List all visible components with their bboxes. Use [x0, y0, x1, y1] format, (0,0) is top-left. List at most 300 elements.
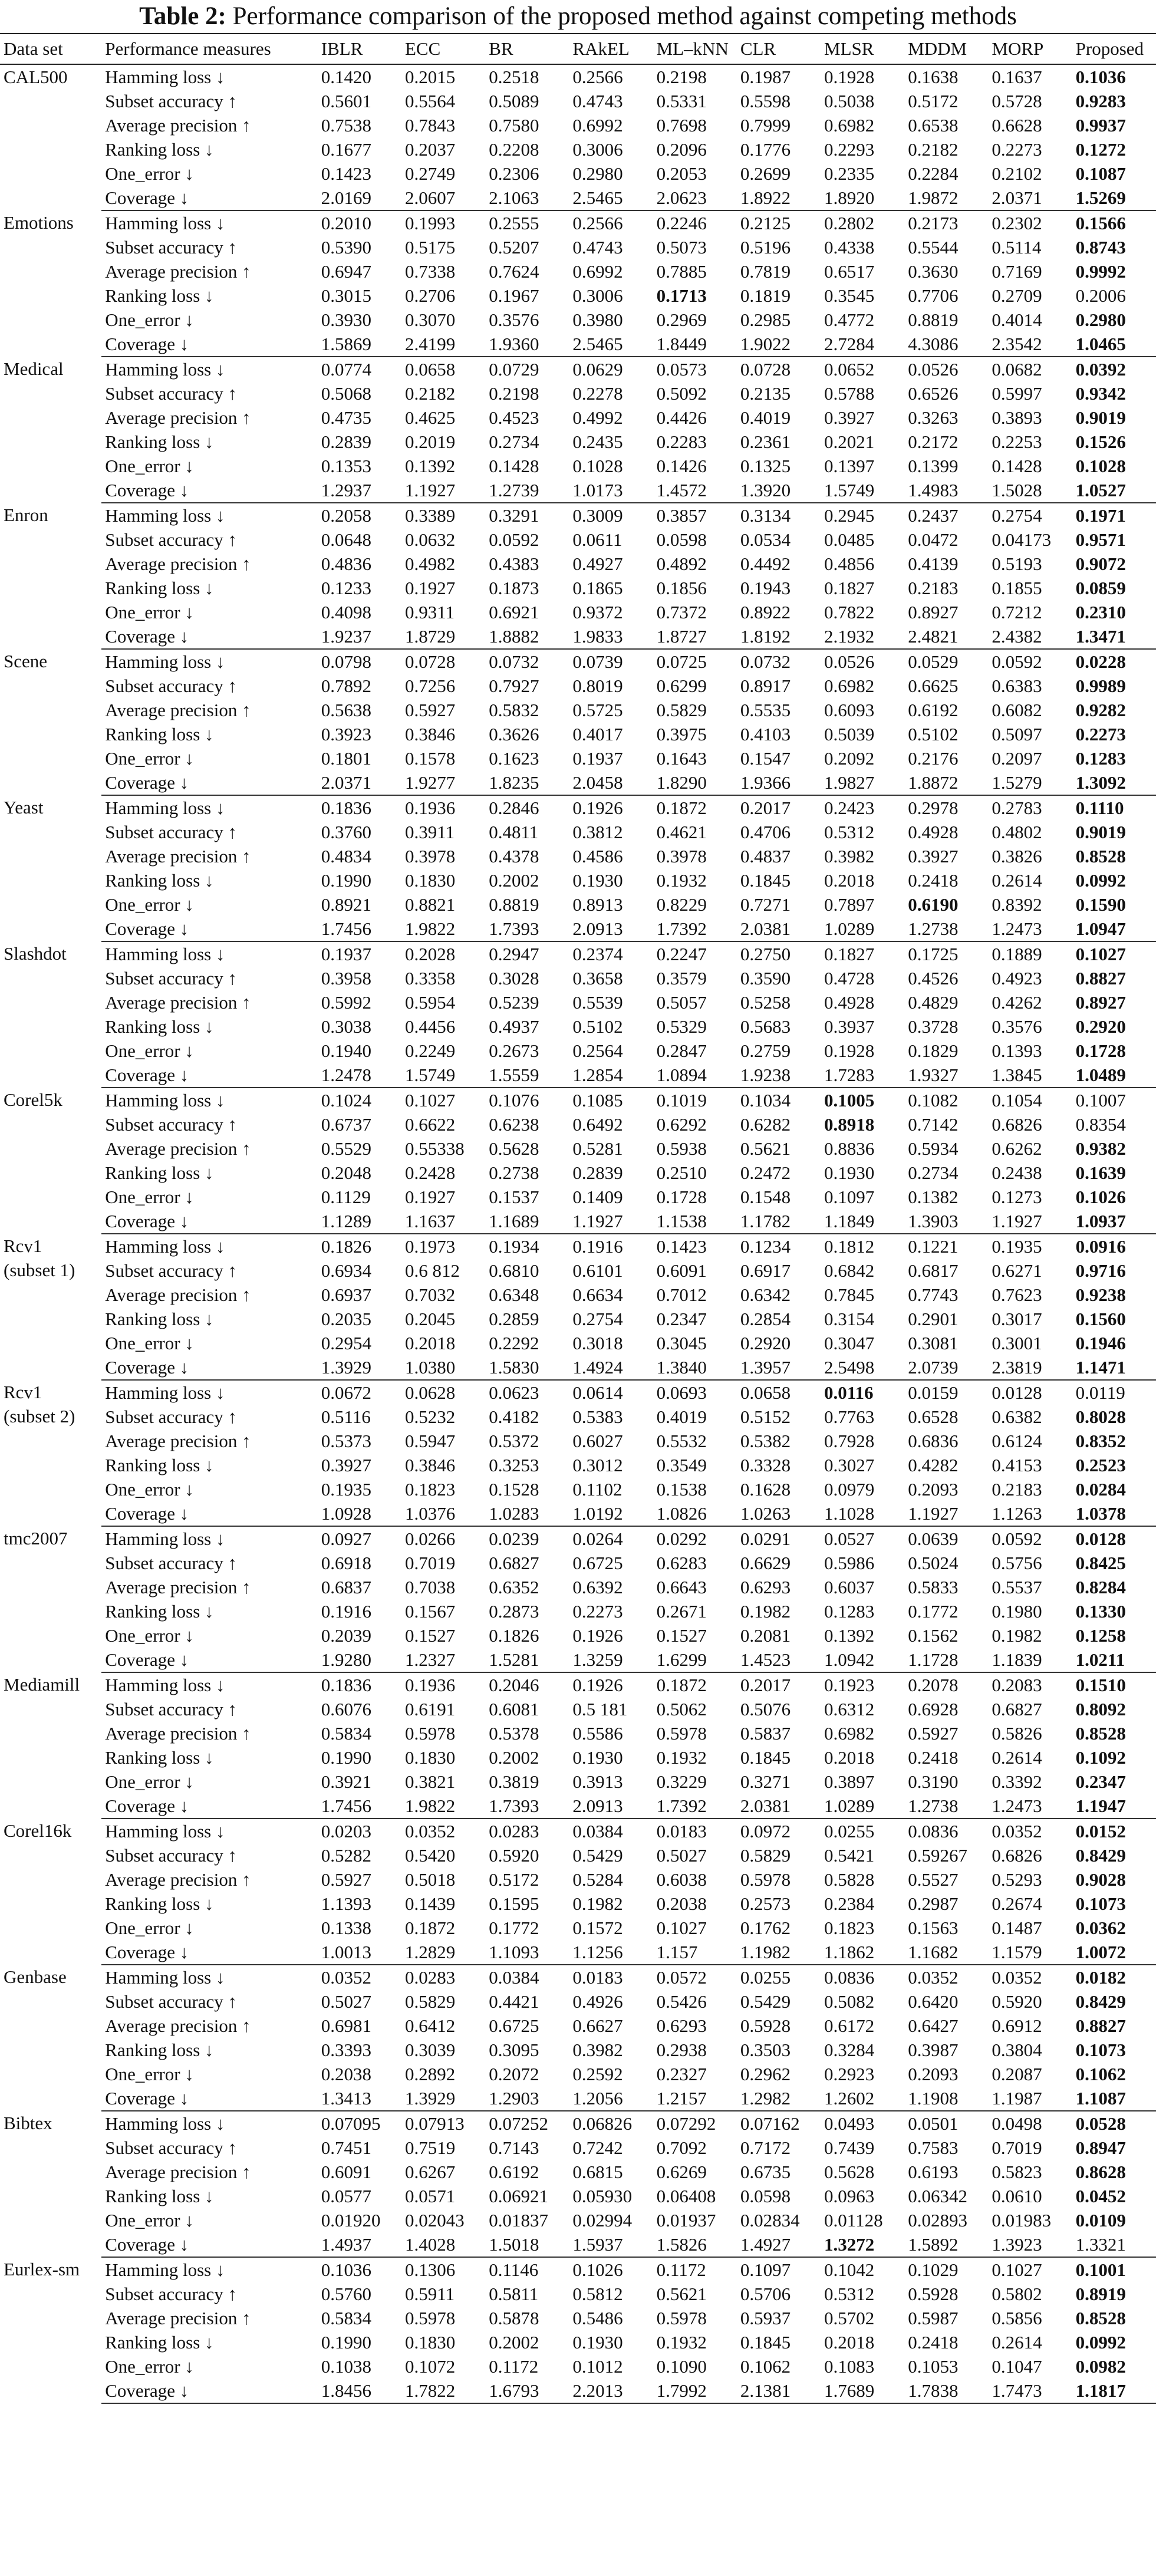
table-row	[0, 1039, 1156, 1063]
measure-name: Ranking loss ↓	[105, 1309, 214, 1329]
value-cell: 0.2038	[321, 2064, 372, 2084]
value-cell: 1.2157	[653, 2086, 737, 2111]
value-cell: 0.6629	[740, 1553, 791, 1573]
value-cell: 0.1258	[1075, 1625, 1126, 1646]
value-cell: 0.4625	[405, 407, 456, 428]
value-cell: 0.1234	[740, 1236, 791, 1257]
value-cell: 0.3893	[992, 407, 1042, 428]
value-cell: 0.3937	[824, 1016, 875, 1037]
value-cell: 0.1639	[1075, 1162, 1126, 1183]
value-cell: 1.0192	[569, 1501, 653, 1526]
value-cell: 0.8092	[1075, 1699, 1126, 1719]
value-cell: 0.0452	[1075, 2186, 1126, 2206]
value-cell: 0.0652	[824, 359, 875, 380]
value-cell: 0.6124	[992, 1431, 1042, 1451]
value-cell: 0.1283	[824, 1601, 875, 1622]
value-cell: 0.0239	[489, 1529, 539, 1549]
value-cell: 2.3542	[988, 332, 1072, 357]
value-cell: 0.5420	[405, 1845, 456, 1866]
value-cell: 0.7819	[740, 261, 791, 282]
table-row	[0, 1088, 1156, 1112]
value-cell: 0.7928	[824, 1431, 875, 1451]
value-cell: 0.0774	[321, 359, 372, 380]
value-cell: 0.5621	[656, 2284, 707, 2304]
value-cell: 1.2903	[485, 2086, 569, 2111]
dataset-name: Scene	[4, 651, 48, 671]
value-cell: 0.1928	[824, 1040, 875, 1061]
value-cell: 0.5172	[489, 1869, 539, 1890]
value-cell: 0.8354	[1075, 1114, 1126, 1135]
value-cell: 0.2614	[992, 1747, 1042, 1768]
value-cell: 0.1012	[572, 2356, 623, 2377]
value-cell: 0.8819	[908, 309, 959, 330]
value-cell: 0.1725	[908, 944, 959, 964]
value-cell: 0.1566	[1075, 213, 1126, 233]
value-cell: 1.0942	[821, 1648, 904, 1672]
measure-name: One_error ↓	[105, 748, 194, 769]
measure-name: Hamming loss ↓	[105, 1967, 225, 1988]
value-cell: 0.4182	[489, 1406, 539, 1427]
value-cell: 0.2183	[992, 1479, 1042, 1500]
value-cell: 0.6037	[824, 1577, 875, 1597]
value-cell: 0.4772	[824, 309, 875, 330]
value-cell: 0.3975	[656, 724, 707, 745]
value-cell: 0.5535	[740, 700, 791, 720]
value-cell: 0.59267	[908, 1845, 967, 1866]
table-row	[0, 1867, 1156, 1892]
value-cell: 0.5927	[405, 700, 456, 720]
measure-name: Ranking loss ↓	[105, 431, 214, 452]
value-cell: 0.6981	[321, 2015, 372, 2036]
value-cell: 1.0263	[737, 1501, 821, 1526]
value-cell: 1.8192	[737, 624, 821, 649]
measure-name: Coverage ↓	[101, 2086, 318, 2111]
table-row	[0, 1307, 1156, 1331]
value-cell: 1.1927	[904, 1501, 988, 1526]
value-cell: 0.7032	[405, 1284, 456, 1305]
measure-name: Ranking loss ↓	[105, 1016, 214, 1037]
value-cell: 0.7538	[321, 115, 372, 136]
value-cell: 0.1677	[321, 139, 372, 160]
value-cell: 0.1283	[1075, 748, 1126, 769]
value-cell: 0.7822	[824, 602, 875, 622]
value-cell: 0.2046	[489, 1675, 539, 1695]
value-cell: 0.3579	[656, 968, 707, 989]
value-cell: 1.1471	[1072, 1355, 1156, 1380]
measure-name: Coverage ↓	[101, 2232, 318, 2257]
value-cell: 0.1836	[321, 798, 372, 818]
value-cell: 0.1826	[489, 1625, 539, 1646]
table-row	[0, 1721, 1156, 1745]
table-row	[0, 1575, 1156, 1599]
value-cell: 0.0598	[740, 2186, 791, 2206]
value-cell: 0.0572	[656, 1967, 707, 1988]
value-cell: 1.1849	[821, 1209, 904, 1234]
value-cell: 0.2015	[405, 67, 456, 87]
value-cell: 0.6383	[992, 676, 1042, 696]
value-cell: 1.0928	[318, 1501, 401, 1526]
table-row	[0, 770, 1156, 795]
value-cell: 0.1042	[824, 2259, 875, 2280]
value-cell: 0.7999	[740, 115, 791, 136]
value-cell: 0.1728	[656, 1187, 707, 1207]
value-cell: 1.1263	[988, 1501, 1072, 1526]
value-cell: 0.4098	[321, 602, 372, 622]
value-cell: 0.2002	[489, 870, 539, 891]
value-cell: 1.7689	[821, 2379, 904, 2403]
value-cell: 0.2892	[405, 2064, 456, 2084]
value-cell: 1.7456	[318, 1794, 401, 1819]
value-cell: 0.5954	[405, 992, 456, 1013]
value-cell: 0.1439	[405, 1893, 456, 1914]
value-cell: 0.6992	[572, 115, 623, 136]
value-cell: 0.3821	[405, 1771, 456, 1792]
value-cell: 0.9019	[1075, 407, 1126, 428]
value-cell: 0.1172	[489, 2356, 539, 2377]
value-cell: 0.1146	[489, 2259, 539, 2280]
measure-name: Subset accuracy ↑	[105, 529, 238, 550]
value-cell: 0.2018	[824, 2332, 875, 2353]
table-row	[0, 64, 1156, 89]
value-cell: 0.5421	[824, 1845, 875, 1866]
value-cell: 0.5911	[405, 2284, 455, 2304]
value-cell: 1.1839	[988, 1648, 1072, 1672]
value-cell: 0.1926	[572, 1625, 623, 1646]
value-cell: 0.0283	[405, 1967, 456, 1988]
value-cell: 1.1682	[904, 1940, 988, 1965]
value-cell: 0.6815	[572, 2162, 623, 2182]
value-cell: 0.1578	[405, 748, 456, 769]
value-cell: 0.07913	[405, 2113, 465, 2134]
value-cell: 0.1510	[1075, 1675, 1126, 1695]
value-cell: 0.0979	[824, 1479, 875, 1500]
value-cell: 0.8425	[1075, 1553, 1126, 1573]
value-cell: 1.0937	[1072, 1209, 1156, 1234]
table-row	[0, 2062, 1156, 2086]
value-cell: 0.1062	[740, 2356, 791, 2377]
value-cell: 0.0352	[405, 1821, 456, 1842]
value-cell: 0.0128	[992, 1382, 1042, 1403]
measure-name: One_error ↓	[105, 2356, 194, 2377]
value-cell: 0.1923	[824, 1675, 875, 1695]
value-cell: 1.5749	[821, 478, 904, 503]
value-cell: 0.2954	[321, 1333, 372, 1353]
value-cell: 0.1935	[992, 1236, 1042, 1257]
value-cell: 0.8927	[1075, 992, 1126, 1013]
measure-name: Average precision ↑	[105, 407, 251, 428]
table-row	[0, 1697, 1156, 1721]
value-cell: 0.8922	[740, 602, 791, 622]
dataset-name: Rcv1 (subset 2)	[4, 1382, 75, 1427]
value-cell: 0.1973	[405, 1236, 456, 1257]
value-cell: 0.0732	[740, 651, 791, 672]
value-cell: 0.0183	[656, 1821, 707, 1842]
value-cell: 0.5728	[992, 91, 1042, 111]
value-cell: 0.3626	[489, 724, 539, 745]
value-cell: 0.3134	[740, 505, 791, 526]
value-cell: 0.2428	[405, 1162, 456, 1183]
value-cell: 0.6526	[908, 383, 959, 404]
measure-name: One_error ↓	[105, 2064, 194, 2084]
value-cell: 0.5997	[992, 383, 1042, 404]
value-cell: 0.2125	[740, 213, 791, 233]
column-header: RAkEL	[569, 34, 653, 64]
value-cell: 0.5102	[572, 1016, 623, 1037]
value-cell: 0.2962	[740, 2064, 791, 2084]
value-cell: 1.5749	[401, 1063, 485, 1088]
value-cell: 0.6628	[992, 115, 1042, 136]
value-cell: 0.1830	[405, 2332, 456, 2353]
value-cell: 0.3018	[572, 1333, 623, 1353]
value-cell: 0.2172	[908, 431, 959, 452]
table-row	[0, 1405, 1156, 1429]
value-cell: 0.3081	[908, 1333, 959, 1353]
table-row	[0, 746, 1156, 770]
value-cell: 1.2739	[485, 478, 569, 503]
value-cell: 0.1936	[405, 798, 456, 818]
value-cell: 0.5172	[908, 91, 959, 111]
value-cell: 0.5834	[321, 1723, 372, 1744]
value-cell: 2.0623	[653, 186, 737, 210]
value-cell: 0.2246	[656, 213, 707, 233]
value-cell: 1.9833	[569, 624, 653, 649]
value-cell: 1.1908	[904, 2086, 988, 2111]
value-cell: 0.5829	[405, 1991, 456, 2012]
value-cell: 0.5038	[824, 91, 875, 111]
measure-name: Hamming loss ↓	[105, 359, 225, 380]
value-cell: 0.6082	[992, 700, 1042, 720]
value-cell: 0.4262	[992, 992, 1042, 1013]
value-cell: 1.1987	[988, 2086, 1072, 2111]
value-cell: 0.6081	[489, 1699, 539, 1719]
value-cell: 0.5486	[572, 2308, 623, 2328]
value-cell: 0.7763	[824, 1406, 875, 1427]
value-cell: 1.0289	[821, 1794, 904, 1819]
value-cell: 0.9716	[1075, 1260, 1126, 1281]
value-cell: 1.157	[653, 1940, 737, 1965]
value-cell: 0.7624	[489, 261, 539, 282]
value-cell: 0.5598	[740, 91, 791, 111]
value-cell: 0.1830	[405, 1747, 456, 1768]
value-cell: 0.5978	[405, 1723, 456, 1744]
value-cell: 0.1547	[740, 748, 791, 769]
value-cell: 0.1527	[656, 1625, 707, 1646]
value-cell: 0.6238	[489, 1114, 539, 1135]
value-cell: 0.0592	[992, 651, 1042, 672]
value-cell: 0.7092	[656, 2137, 707, 2158]
dataset-name: Medical	[4, 358, 64, 379]
value-cell: 0.1934	[489, 1236, 539, 1257]
table-row	[0, 1965, 1156, 1989]
value-cell: 0.2566	[572, 67, 623, 87]
table-row	[0, 1794, 1156, 1819]
table-row	[0, 162, 1156, 186]
value-cell: 0.2978	[908, 798, 959, 818]
value-cell: 0.5429	[572, 1845, 623, 1866]
value-cell: 0.5802	[992, 2284, 1042, 2304]
value-cell: 0.1399	[908, 456, 959, 476]
value-cell: 0.1272	[1075, 139, 1126, 160]
value-cell: 0.7242	[572, 2137, 623, 2158]
value-cell: 0.06408	[656, 2186, 716, 2206]
value-cell: 2.3819	[988, 1355, 1072, 1380]
value-cell: 0.1990	[321, 1747, 372, 1768]
value-cell: 0.1943	[740, 578, 791, 598]
value-cell: 1.1927	[401, 478, 485, 503]
value-cell: 0.3819	[489, 1771, 539, 1792]
value-cell: 0.5382	[740, 1431, 791, 1451]
value-cell: 1.5279	[988, 770, 1072, 795]
value-cell: 0.5702	[824, 2308, 875, 2328]
measure-name: Average precision ↑	[105, 846, 251, 867]
value-cell: 0.1029	[908, 2259, 959, 2280]
value-cell: 1.0894	[653, 1063, 737, 1088]
value-cell: 0.5082	[824, 1991, 875, 2012]
value-cell: 0.1560	[1075, 1309, 1126, 1329]
value-cell: 0.3857	[656, 505, 707, 526]
dataset-group	[0, 795, 1156, 941]
value-cell: 0.4282	[908, 1455, 959, 1475]
value-cell: 0.1392	[824, 1625, 875, 1646]
value-cell: 0.4928	[908, 822, 959, 842]
value-cell: 0.6101	[572, 1260, 623, 1281]
value-cell: 0.6292	[656, 1114, 707, 1135]
value-cell: 0.4982	[405, 554, 456, 574]
value-cell: 0.3039	[405, 2040, 456, 2060]
value-cell: 0.5 181	[572, 1699, 628, 1719]
value-cell: 1.3845	[988, 1063, 1072, 1088]
value-cell: 0.2247	[656, 944, 707, 964]
measure-name: Hamming loss ↓	[105, 798, 225, 818]
value-cell: 0.5834	[321, 2308, 372, 2328]
value-cell: 0.5628	[489, 1138, 539, 1159]
value-cell: 0.5097	[992, 724, 1042, 745]
value-cell: 0.3012	[572, 1455, 623, 1475]
value-cell: 1.4028	[401, 2232, 485, 2257]
table-row	[0, 2184, 1156, 2208]
column-header: CLR	[737, 34, 821, 64]
value-cell: 0.0526	[824, 651, 875, 672]
table-row	[0, 698, 1156, 722]
value-cell: 1.3957	[737, 1355, 821, 1380]
value-cell: 1.0173	[569, 478, 653, 503]
value-cell: 0.1637	[992, 67, 1042, 87]
table-row	[0, 576, 1156, 600]
value-cell: 0.0264	[572, 1529, 623, 1549]
measure-name: Subset accuracy ↑	[105, 676, 238, 696]
value-cell: 0.5329	[656, 1016, 707, 1037]
value-cell: 1.9237	[318, 624, 401, 649]
value-cell: 0.5920	[992, 1991, 1042, 2012]
value-cell: 0.0598	[656, 529, 707, 550]
column-header: BR	[485, 34, 569, 64]
dataset-name: Bibtex	[4, 2113, 52, 2133]
value-cell: 0.3846	[405, 724, 456, 745]
measure-name: Average precision ↑	[105, 2308, 251, 2328]
value-cell: 0.0203	[321, 1821, 372, 1842]
value-cell: 0.7019	[405, 1553, 456, 1573]
value-cell: 0.8819	[489, 894, 539, 915]
value-cell: 0.2182	[908, 139, 959, 160]
value-cell: 0.0534	[740, 529, 791, 550]
value-cell: 1.3272	[821, 2232, 904, 2257]
value-cell: 0.2671	[656, 1601, 707, 1622]
value-cell: 0.9282	[1075, 700, 1126, 720]
value-cell: 0.5312	[824, 822, 875, 842]
value-cell: 0.07095	[321, 2113, 381, 2134]
measure-name: Subset accuracy ↑	[105, 91, 238, 111]
value-cell: 0.1072	[405, 2356, 456, 2377]
value-cell: 0.3911	[405, 822, 455, 842]
measure-name: Average precision ↑	[105, 1577, 251, 1597]
value-cell: 0.2438	[992, 1162, 1042, 1183]
value-cell: 0.3804	[992, 2040, 1042, 2060]
value-cell: 0.2518	[489, 67, 539, 87]
value-cell: 0.2273	[992, 139, 1042, 160]
value-cell: 0.07162	[740, 2113, 800, 2134]
value-cell: 0.5068	[321, 383, 372, 404]
value-cell: 0.1082	[908, 1090, 959, 1111]
value-cell: 0.5920	[489, 1845, 539, 1866]
value-cell: 0.4338	[824, 237, 875, 258]
value-cell: 1.7822	[401, 2379, 485, 2403]
table-row	[0, 966, 1156, 990]
table-row	[0, 186, 1156, 210]
value-cell: 0.0611	[572, 529, 623, 550]
measure-name: Subset accuracy ↑	[105, 383, 238, 404]
value-cell: 0.3913	[572, 1771, 623, 1792]
value-cell: 0.2006	[1075, 285, 1126, 306]
value-cell: 1.7393	[485, 1794, 569, 1819]
value-cell: 0.3015	[321, 285, 372, 306]
value-cell: 0.1932	[656, 870, 707, 891]
value-cell: 0.2284	[908, 163, 959, 184]
value-cell: 0.2035	[321, 1309, 372, 1329]
value-cell: 0.5986	[824, 1553, 875, 1573]
measure-name: Average precision ↑	[105, 2015, 251, 2036]
value-cell: 0.0732	[489, 651, 539, 672]
value-cell: 2.1381	[737, 2379, 821, 2403]
value-cell: 0.1423	[321, 163, 372, 184]
value-cell: 1.2982	[737, 2086, 821, 2111]
table-row	[0, 1185, 1156, 1209]
value-cell: 0.5175	[405, 237, 456, 258]
value-cell: 0.1306	[405, 2259, 456, 2280]
value-cell: 0.2920	[1075, 1016, 1126, 1037]
value-cell: 0.0266	[405, 1529, 456, 1549]
value-cell: 0.2198	[489, 383, 539, 404]
measure-name: One_error ↓	[105, 1771, 194, 1792]
value-cell: 0.7019	[992, 2137, 1042, 2158]
value-cell: 0.2734	[908, 1162, 959, 1183]
value-cell: 0.8827	[1075, 968, 1126, 989]
value-cell: 0.2283	[656, 431, 707, 452]
value-cell: 0.1092	[1075, 1747, 1126, 1768]
value-cell: 0.2873	[489, 1601, 539, 1622]
value-cell: 0.8528	[1075, 2308, 1126, 2328]
value-cell: 0.3982	[824, 846, 875, 867]
value-cell: 0.3006	[572, 139, 623, 160]
value-cell: 1.1087	[1072, 2086, 1156, 2111]
value-cell: 0.2048	[321, 1162, 372, 1183]
value-cell: 0.1028	[1075, 456, 1126, 476]
table-row	[0, 1551, 1156, 1575]
value-cell: 0.1007	[1075, 1090, 1126, 1111]
value-cell: 0.2072	[489, 2064, 539, 2084]
value-cell: 2.1063	[485, 186, 569, 210]
value-cell: 0.2472	[740, 1162, 791, 1183]
value-cell: 0.4992	[572, 407, 623, 428]
